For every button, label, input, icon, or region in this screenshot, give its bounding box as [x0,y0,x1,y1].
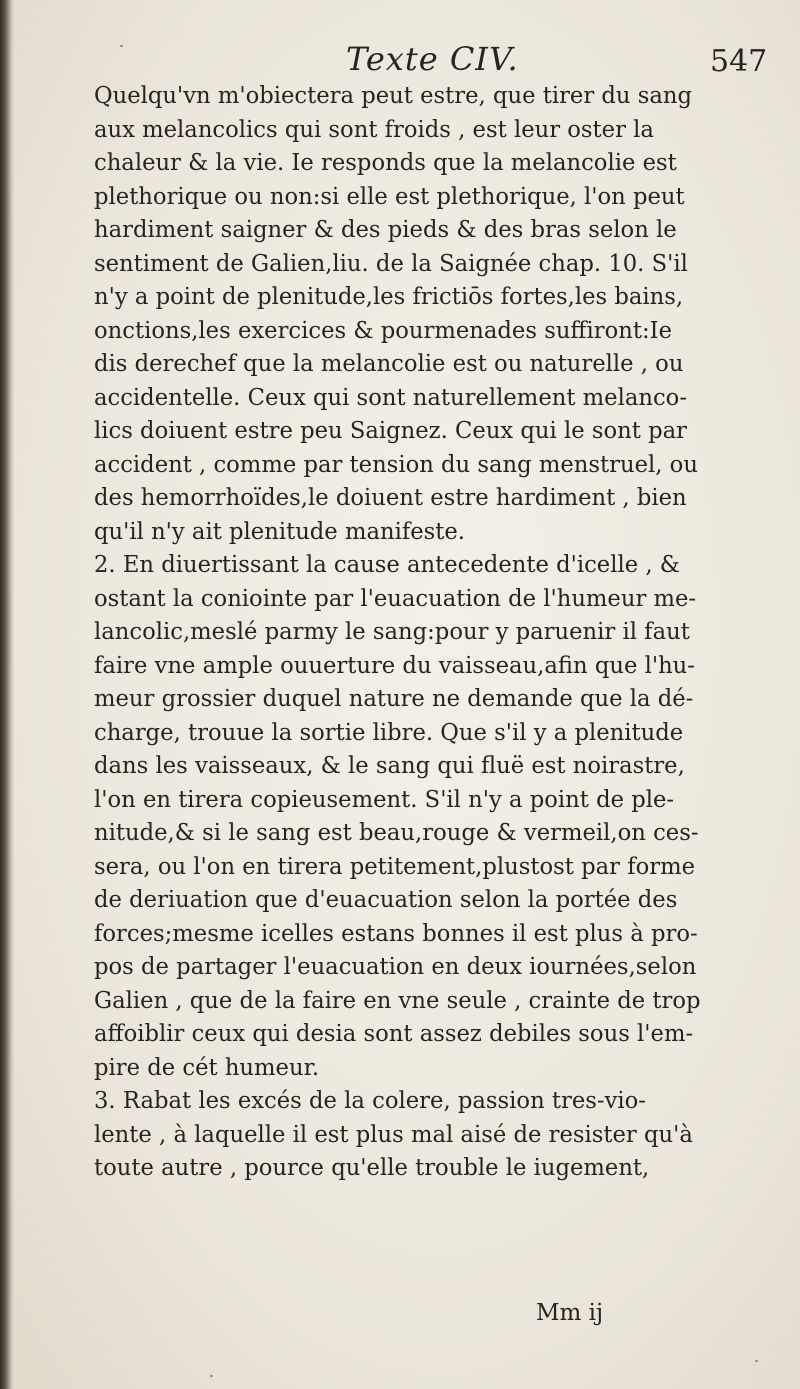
text-line: lancolic,meslé parmy le sang:pour y paruenir il faut [94,619,690,645]
text-line: lics doiuent estre peu Saignez. Ceux qui le sont par [94,418,687,444]
text-line: nitude,& si le sang est beau,rouge & vermeil,on ces- [94,820,699,846]
text-line: 2. En diuertissant la cause antecedente d'icelle , & [94,552,680,578]
page-number: 547 [710,44,768,79]
running-head: Texte CIV. [346,40,519,78]
paper-speck [210,1375,213,1377]
text-line: ostant la coniointe par l'euacuation de l'humeur me- [94,585,697,612]
text-line: 3. Rabat les excés de la colere, passion tres-vio- [94,1088,646,1114]
text-line: qu'il n'y ait plenitude manifeste. [94,518,466,545]
text-line: l'on en tirera copieusement. S'il n'y a point de ple- [94,786,675,813]
text-line: pire de cét humeur. [94,1054,320,1081]
text-line: n'y a point de plenitude,les frictiōs fortes,les bains, [94,284,684,310]
text-line: de deriuation que d'euacuation selon la portée des [94,887,678,913]
text-line: sentiment de Galien,liu. de la Saignée chap. 10. S'il [94,250,688,277]
text-line: pos de partager l'euacuation en deux iournées,selon [94,954,697,980]
text-line: charge, trouue la sortie libre. Que s'il y a plenitude [94,719,684,746]
paper-speck [755,1360,758,1362]
text-line: forces;mesme icelles estans bonnes il est plus à pro- [94,920,698,947]
text-line: lente , à laquelle il est plus mal aisé de resister qu'à [94,1121,693,1148]
text-line: affoiblir ceux qui desia sont assez debiles sous l'em- [94,1021,694,1047]
text-line: des hemorrhoïdes,le doiuent estre hardiment , bien [94,485,687,511]
text-line: accidentelle. Ceux qui sont naturellement melanco- [94,384,687,411]
text-line: faire vne ample ouuerture du vaisseau,afin que l'hu- [94,652,695,679]
page-gutter-shadow [0,0,14,1389]
paper-speck [120,45,123,47]
text-line: toute autre , pource qu'elle trouble le iugement, [94,1155,650,1181]
signature-mark: Mm ij [536,1300,604,1326]
text-line: aux melancolics qui sont froids , est leur oster la [94,116,654,143]
text-line: hardiment saigner & des pieds & des bras selon le [94,217,677,243]
text-line: plethorique ou non:si elle est plethorique, l'on peut [94,183,685,210]
text-line: accident , comme par tension du sang menstruel, ou [94,451,698,478]
text-line: sera, ou l'on en tirera petitement,plustost par forme [94,853,696,880]
text-line: dis derechef que la melancolie est ou naturelle , ou [94,351,684,377]
text-line: Quelqu'vn m'obiectera peut estre, que tirer du sang [94,83,693,109]
text-line: dans les vaisseaux, & le sang qui fluë est noirastre, [94,753,685,779]
text-line: meur grossier duquel nature ne demande que la dé- [94,686,694,712]
text-line: onctions,les exercices & pourmenades suffiront:Ie [94,317,673,344]
text-line: Galien , que de la faire en vne seule , crainte de trop [94,987,701,1014]
body-text [94,80,794,1186]
text-line: chaleur & la vie. Ie responds que la melancolie est [94,150,677,176]
